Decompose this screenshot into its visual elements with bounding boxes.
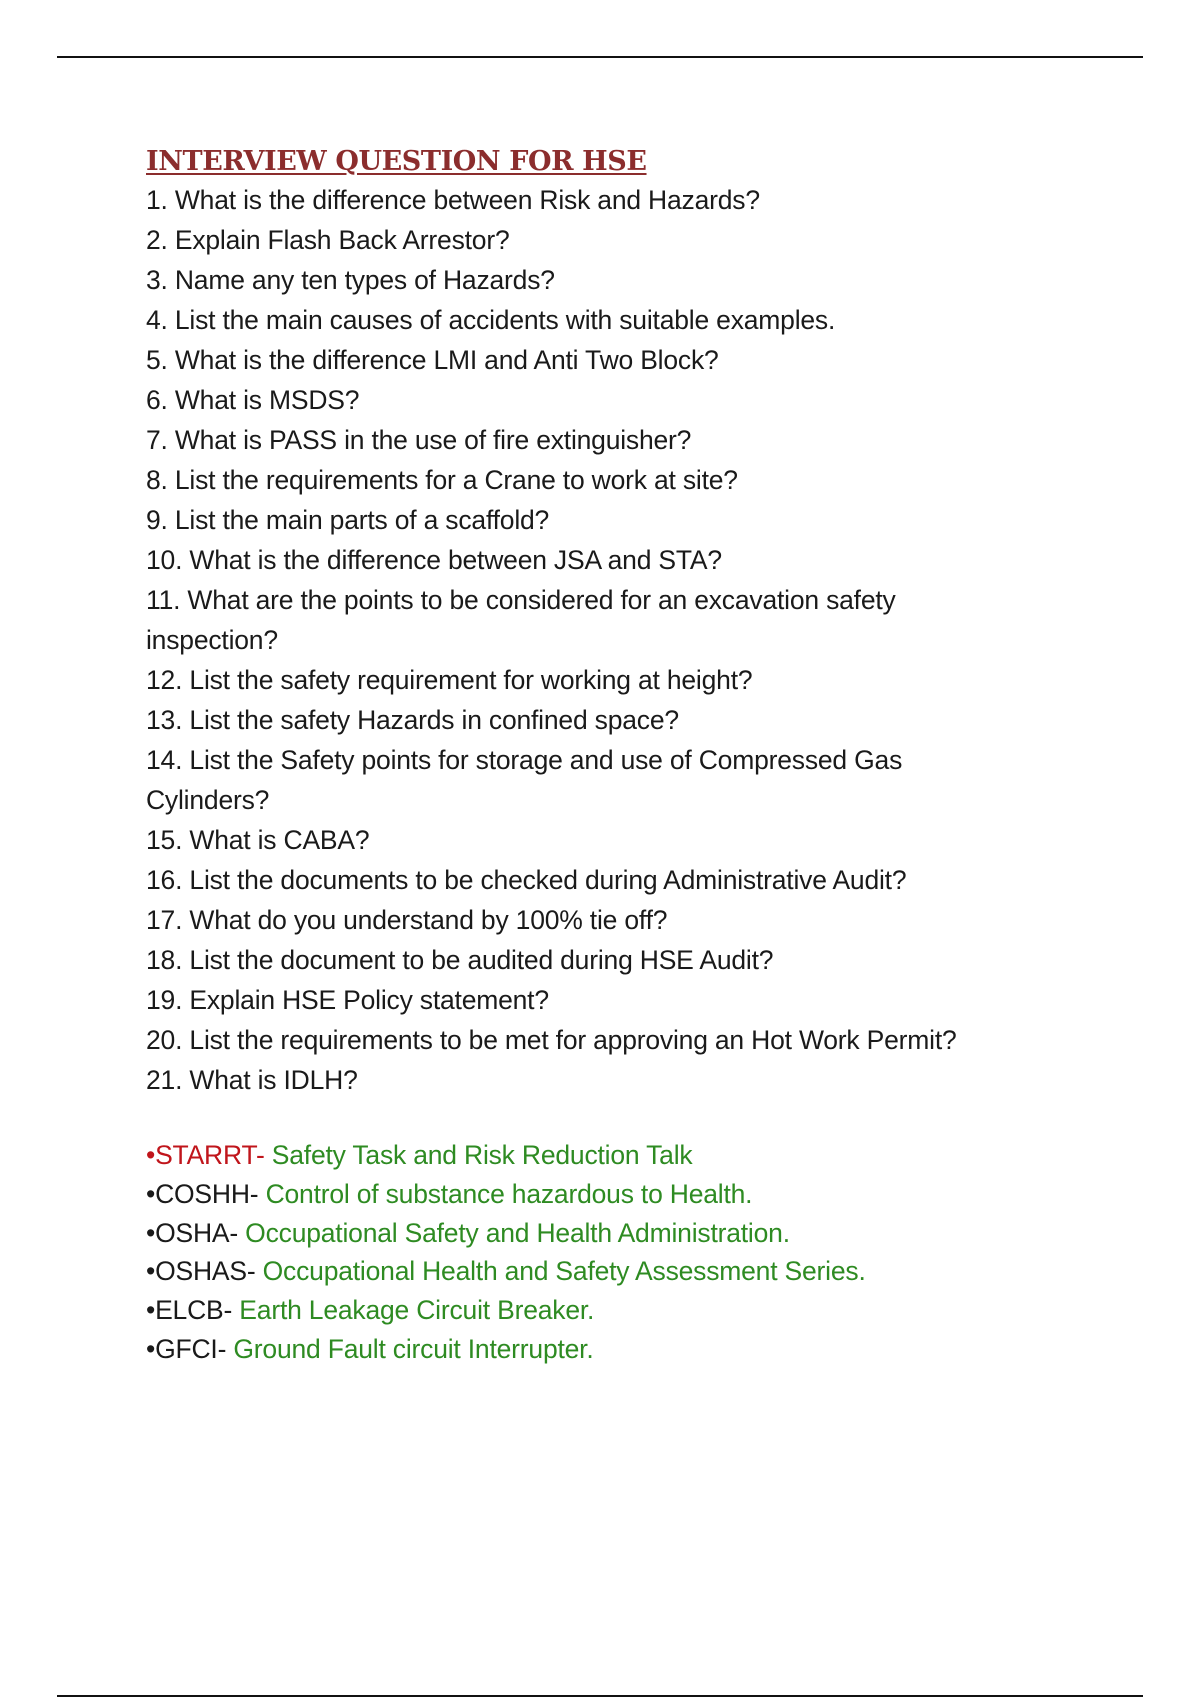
- abbreviation-item: [146, 1252, 1146, 1291]
- abbreviation-term: •GFCI-: [146, 1333, 227, 1364]
- abbreviation-definition: Occupational Health and Safety Assessment Series.: [255, 1256, 866, 1287]
- question-item: 1. What is the difference between Risk and Hazards?: [146, 185, 760, 215]
- question-item: 15. What is CABA?: [146, 825, 370, 855]
- question-item: 17. What do you understand by 100% tie off?: [146, 905, 668, 935]
- abbreviation-term: •STARRT-: [146, 1140, 265, 1170]
- abbreviation-item: [146, 1291, 1146, 1330]
- question-item: 2. Explain Flash Back Arrestor?: [146, 225, 510, 255]
- abbreviation-term: •COSHH-: [146, 1178, 259, 1209]
- question-item: 21. What is IDLH?: [146, 1065, 358, 1095]
- question-item: 19. Explain HSE Policy statement?: [146, 985, 549, 1015]
- question-item: 9. List the main parts of a scaffold?: [146, 505, 550, 535]
- abbreviation-definition: Earth Leakage Circuit Breaker.: [232, 1295, 595, 1326]
- question-list: [146, 180, 1146, 1100]
- question-item: 5. What is the difference LMI and Anti Two Block?: [146, 345, 719, 375]
- abbreviation-item: [146, 1175, 1146, 1214]
- question-item: 8. List the requirements for a Crane to work at site?: [146, 465, 738, 495]
- question-item: 10. What is the difference between JSA and STA?: [146, 545, 722, 575]
- question-item: 20. List the requirements to be met for approving an Hot Work Permit?: [146, 1025, 957, 1055]
- abbreviation-definition: Control of substance hazardous to Health.: [258, 1178, 753, 1209]
- abbreviation-term: •OSHA-: [146, 1217, 239, 1248]
- question-item: 7. What is PASS in the use of fire extinguisher?: [146, 425, 692, 455]
- abbreviation-item: [146, 1136, 1146, 1175]
- abbreviation-definition: Safety Task and Risk Reduction Talk: [264, 1140, 693, 1170]
- abbreviation-term: •OSHAS-: [146, 1256, 256, 1287]
- question-item: 13. List the safety Hazards in confined space?: [146, 705, 679, 735]
- abbreviation-item: [146, 1214, 1146, 1253]
- question-item: 14. List the Safety points for storage and use of Compressed Gas Cylinders?: [146, 745, 903, 815]
- abbreviation-list: [146, 1136, 1146, 1369]
- document-body: [146, 144, 1146, 1369]
- top-rule: [57, 56, 1143, 58]
- abbreviation-definition: Ground Fault circuit Interrupter.: [226, 1333, 594, 1364]
- document-title: INTERVIEW QUESTION FOR HSE: [146, 146, 647, 177]
- question-item: 6. What is MSDS?: [146, 385, 360, 415]
- question-item: 12. List the safety requirement for working at height?: [146, 665, 753, 695]
- bottom-rule: [57, 1695, 1143, 1697]
- question-item: 18. List the document to be audited during HSE Audit?: [146, 945, 774, 975]
- abbreviation-definition: Occupational Safety and Health Administration.: [238, 1217, 790, 1248]
- question-item: 11. What are the points to be considered for an excavation safety inspection?: [146, 585, 896, 655]
- question-item: 3. Name any ten types of Hazards?: [146, 265, 555, 295]
- abbreviation-item: [146, 1330, 1146, 1369]
- abbreviation-term: •ELCB-: [146, 1295, 233, 1326]
- question-item: 16. List the documents to be checked during Administrative Audit?: [146, 865, 907, 895]
- question-item: 4. List the main causes of accidents with suitable examples.: [146, 305, 836, 335]
